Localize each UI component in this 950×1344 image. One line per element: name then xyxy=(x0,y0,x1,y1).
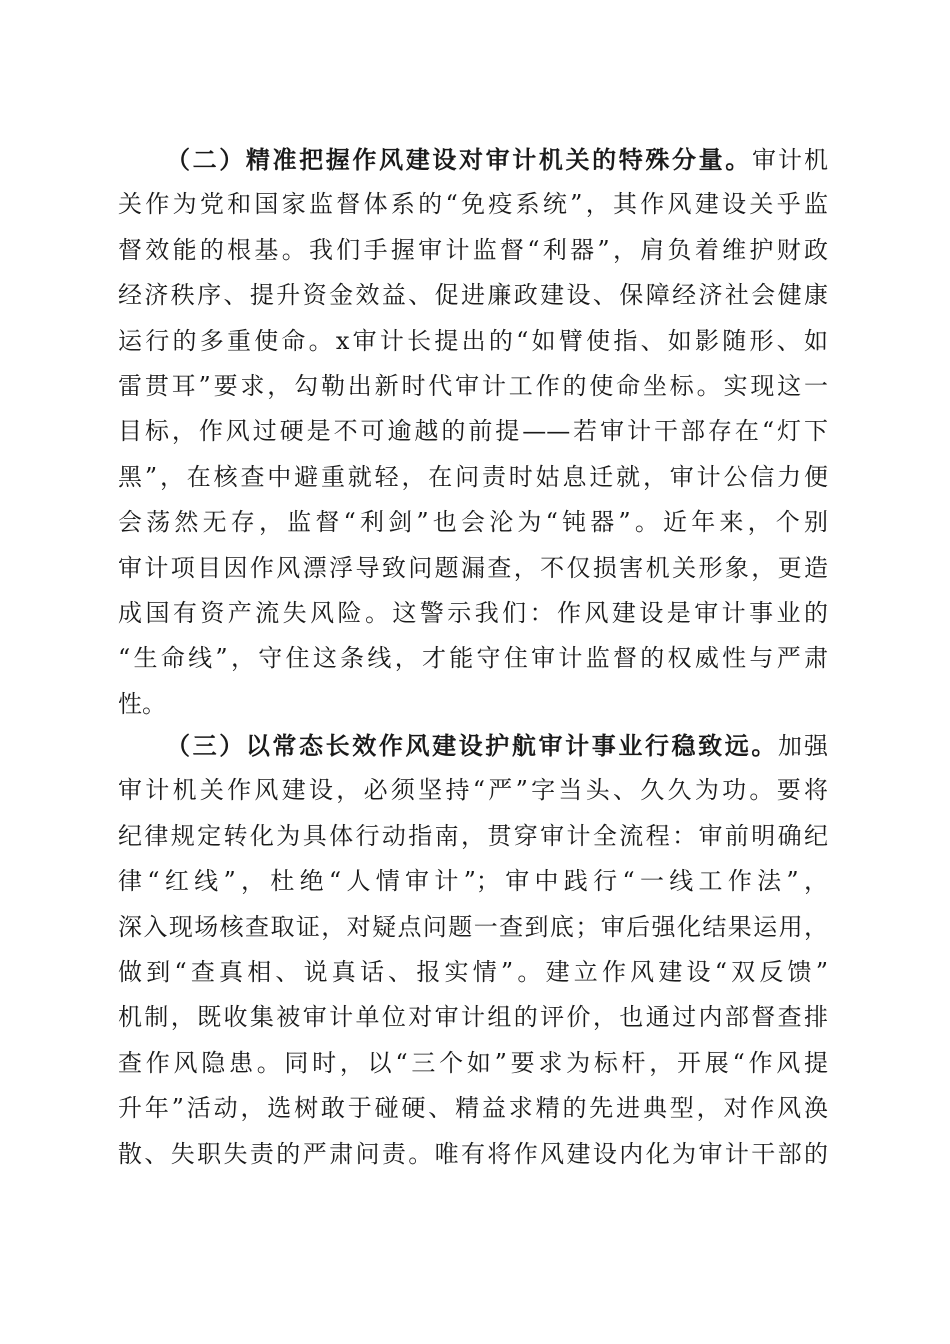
paragraph-line: 律“红线”，杜绝“人情审计”；审中践行“一线工作法”， xyxy=(118,867,828,896)
paragraph-line: 审计机关作风建设，必须坚持“严”字当头、久久为功。要将 xyxy=(118,776,828,805)
paragraph-line: 成国有资产流失风险。这警示我们：作风建设是审计事业的 xyxy=(118,598,828,627)
paragraph-2 xyxy=(118,137,828,727)
paragraph-heading: （二）精准把握作风建设对审计机关的特殊分量。 xyxy=(166,145,752,174)
paragraph-line: 纪律规定转化为具体行动指南，贯穿审计全流程：审前明确纪 xyxy=(118,821,828,850)
paragraph-line: 深入现场核查取证，对疑点问题一查到底；审后强化结果运用， xyxy=(118,912,828,941)
paragraph-line: 目标，作风过硬是不可逾越的前提——若审计干部存在“灯下 xyxy=(118,417,828,446)
paragraph-line: 关作为党和国家监督体系的“免疫系统”，其作风建设关乎监 xyxy=(118,190,828,219)
paragraph-line xyxy=(118,137,828,182)
paragraph-line: 审计项目因作风漂浮导致问题漏查，不仅损害机关形象，更造 xyxy=(118,553,828,582)
paragraph-line: 会荡然无存，监督“利剑”也会沦为“钝器”。近年来，个别 xyxy=(118,508,828,537)
paragraph-line: 升年”活动，选树敢于碰硬、精益求精的先进典型，对作风涣 xyxy=(118,1094,828,1123)
paragraph-line: 做到“查真相、说真话、报实情”。建立作风建设“双反馈” xyxy=(118,957,828,986)
paragraph-text: 加强 xyxy=(777,732,828,760)
paragraph-line: 散、失职失责的严肃问责。唯有将作风建设内化为审计干部的 xyxy=(118,1139,828,1168)
paragraph-line: 黑”，在核查中避重就轻，在问责时姑息迁就，审计公信力便 xyxy=(118,462,828,491)
paragraph-line xyxy=(118,723,828,768)
paragraph-line: 督效能的根基。我们手握审计监督“利器”，肩负着维护财政 xyxy=(118,235,828,264)
paragraph-text: 审计机 xyxy=(751,146,829,174)
paragraph-line: 运行的多重使命。x审计长提出的“如臂使指、如影随形、如 xyxy=(118,326,828,355)
paragraph-line: 性。 xyxy=(118,689,166,718)
paragraph-heading: （三）以常态长效作风建设护航审计事业行稳致远。 xyxy=(166,731,778,760)
paragraph-line: 查作风隐患。同时，以“三个如”要求为标杆，开展“作风提 xyxy=(118,1048,828,1077)
paragraph-line: “生命线”，守住这条线，才能守住审计监督的权威性与严肃 xyxy=(118,644,828,673)
paragraph-line: 机制，既收集被审计单位对审计组的评价，也通过内部督查排 xyxy=(118,1003,828,1032)
paragraph-line: 雷贯耳”要求，勾勒出新时代审计工作的使命坐标。实现这一 xyxy=(118,371,828,400)
paragraph-3 xyxy=(118,723,828,1177)
paragraph-line: 经济秩序、提升资金效益、促进廉政建设、保障经济社会健康 xyxy=(118,281,828,310)
